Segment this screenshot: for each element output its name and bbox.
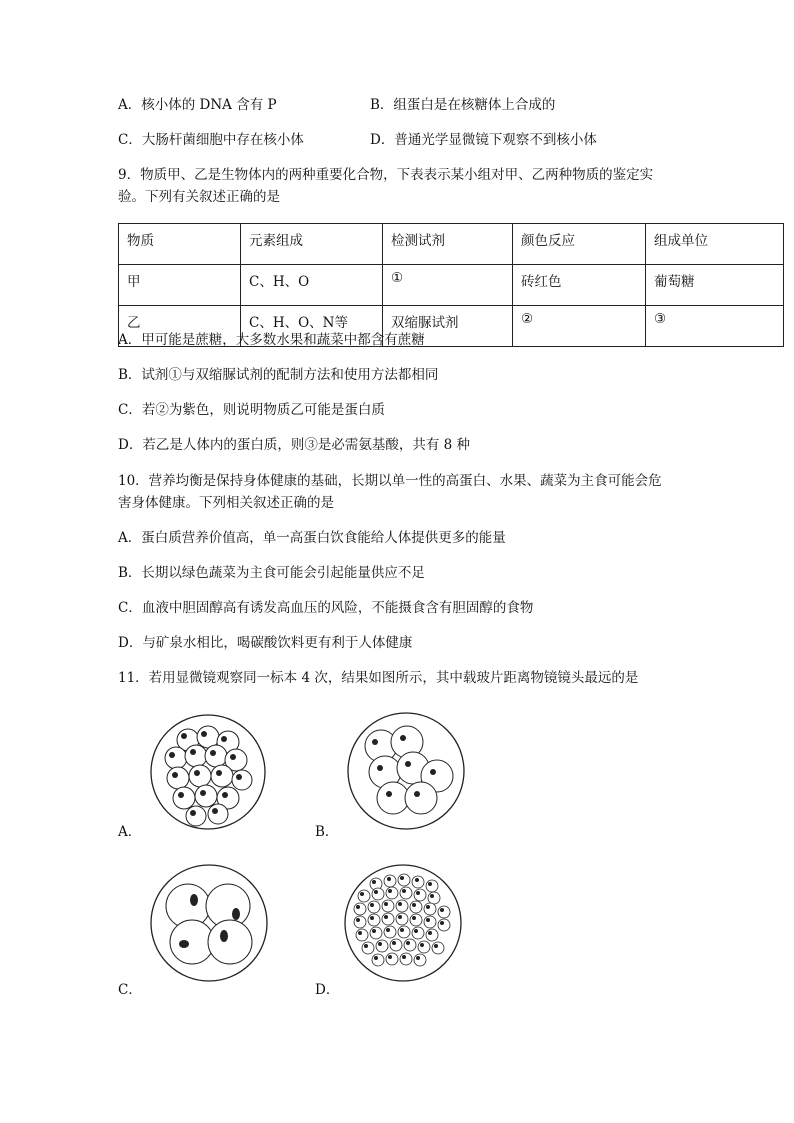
table-cell: ② <box>513 306 646 347</box>
microscope-view-c <box>148 862 270 984</box>
table-header-cell: 组成单位 <box>646 224 784 265</box>
q9-stem-line2: 验。下列有关叙述正确的是 <box>118 189 280 205</box>
figure-label-a: A． <box>118 824 142 840</box>
table-cell: 甲 <box>119 265 241 306</box>
figure-label-b: B． <box>315 824 339 840</box>
table-header-row <box>119 224 784 265</box>
q9-option-c: C．若②为紫色，则说明物质乙可能是蛋白质 <box>118 402 385 418</box>
q8-option-a: A．核小体的 DNA 含有 P <box>118 97 277 113</box>
table-header-cell: 颜色反应 <box>513 224 646 265</box>
q10-option-d: D．与矿泉水相比，喝碳酸饮料更有利于人体健康 <box>118 635 413 651</box>
figure-label-d: D． <box>315 982 340 998</box>
table-row <box>119 265 784 306</box>
q8-option-c: C．大肠杆菌细胞中存在核小体 <box>118 132 304 148</box>
table-cell: C、H、O、N等 <box>241 306 383 347</box>
q11-stem: 11．若用显微镜观察同一标本 4 次，结果如图所示，其中载玻片距离物镜镜头最远的是 <box>118 670 639 686</box>
table-cell: 葡萄糖 <box>646 265 784 306</box>
q10-stem-line2: 害身体健康。下列相关叙述正确的是 <box>118 495 334 511</box>
table-cell: ① <box>383 265 513 306</box>
table-header-cell: 物质 <box>119 224 241 265</box>
table-header-cell: 元素组成 <box>241 224 383 265</box>
q8-option-b: B．组蛋白是在核糖体上合成的 <box>370 97 556 113</box>
figure-label-c: C． <box>118 982 142 998</box>
q10-option-a: A．蛋白质营养价值高，单一高蛋白饮食能给人体提供更多的能量 <box>118 530 506 546</box>
microscope-view-b <box>345 710 467 832</box>
q10-option-b: B．长期以绿色蔬菜为主食可能会引起能量供应不足 <box>118 565 425 581</box>
q8-option-d: D．普通光学显微镜下观察不到核小体 <box>370 132 597 148</box>
q9-stem-line1: 9．物质甲、乙是生物体内的两种重要化合物，下表表示某小组对甲、乙两种物质的鉴定实 <box>118 167 654 183</box>
table-cell: 乙 <box>119 306 241 347</box>
table-header-cell: 检测试剂 <box>383 224 513 265</box>
microscope-view-d <box>342 862 464 984</box>
microscope-view-a <box>148 712 268 832</box>
q9-table <box>118 223 784 347</box>
q9-option-b: B．试剂①与双缩脲试剂的配制方法和使用方法都相同 <box>118 367 439 383</box>
q10-stem-line1: 10．营养均衡是保持身体健康的基础，长期以单一性的高蛋白、水果、蔬菜为主食可能会危 <box>118 473 662 489</box>
q9-option-d: D．若乙是人体内的蛋白质，则③是必需氨基酸，共有 8 种 <box>118 437 470 453</box>
table-cell: 砖红色 <box>513 265 646 306</box>
table-cell: 双缩脲试剂 <box>383 306 513 347</box>
q9-option-a: A．甲可能是蔗糖，大多数水果和蔬菜中都含有蔗糖 <box>118 332 425 348</box>
table-cell: C、H、O <box>241 265 383 306</box>
q10-option-c: C．血液中胆固醇高有诱发高血压的风险，不能摄食含有胆固醇的食物 <box>118 600 534 616</box>
table-cell: ③ <box>646 306 784 347</box>
